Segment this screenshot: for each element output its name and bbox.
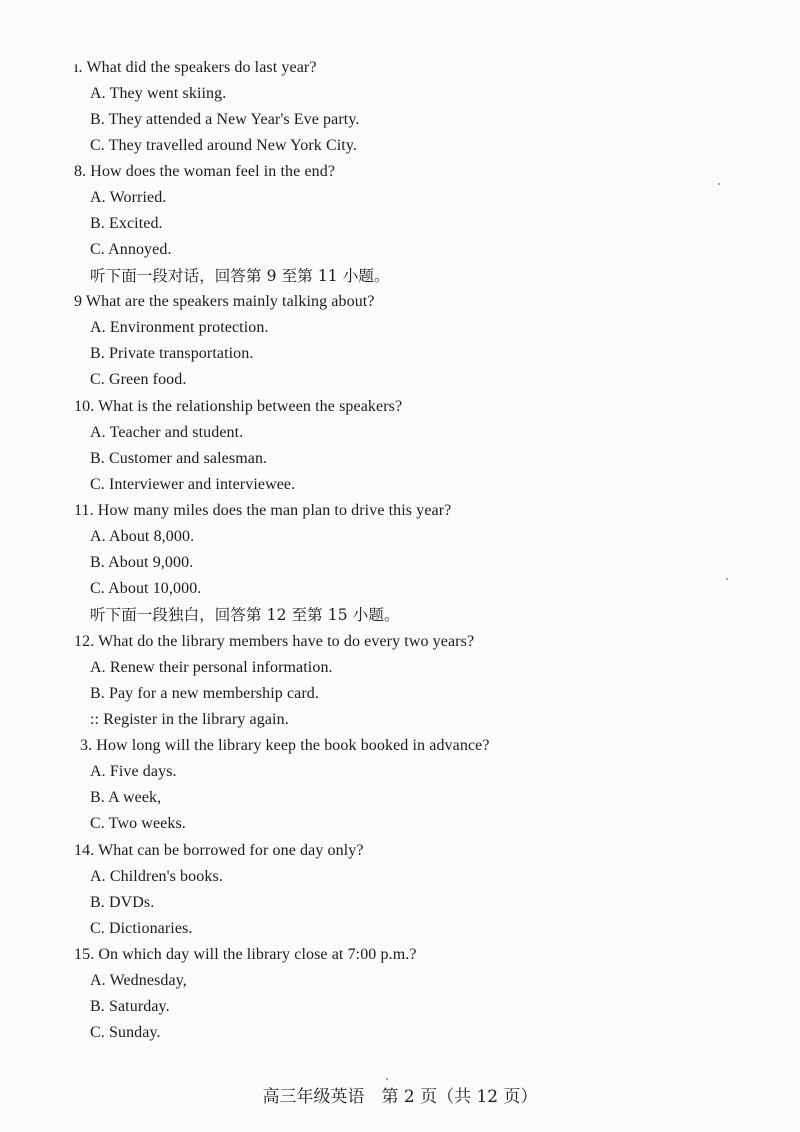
question-9-option-b: B. Private transportation. — [90, 345, 254, 362]
section-instruction-9-11: 听下面一段对话，回答第 9 至第 11 小题。 — [90, 267, 390, 285]
question-13-option-c: C. Two weeks. — [90, 815, 186, 832]
question-9: 9 What are the speakers mainly talking about? — [74, 293, 375, 310]
question-8-option-a: A. Worried. — [90, 189, 167, 206]
question-13-option-a: A. Five days. — [90, 763, 177, 780]
question-12-option-a: A. Renew their personal information. — [90, 659, 333, 676]
page-footer: 高三年级英语 第 2 页（共 12 页） — [262, 1087, 538, 1107]
question-15-option-b: B. Saturday. — [90, 998, 170, 1015]
question-7: ı. What did the speakers do last year? — [74, 59, 317, 76]
question-14: 14. What can be borrowed for one day only? — [74, 842, 364, 859]
question-12-option-b: B. Pay for a new membership card. — [90, 685, 320, 702]
scan-speck — [386, 1078, 388, 1080]
question-14-option-c: C. Dictionaries. — [90, 920, 193, 937]
question-8: 8. How does the woman feel in the end? — [74, 163, 336, 180]
question-13-option-b: B. A week, — [90, 789, 162, 806]
question-13: 3. How long will the library keep the book booked in advance? — [80, 737, 490, 754]
question-11-option-b: B. About 9,000. — [90, 554, 194, 571]
question-11-option-a: A. About 8,000. — [90, 528, 195, 545]
question-7-option-c: C. They travelled around New York City. — [90, 137, 357, 154]
question-11-option-c: C. About 10,000. — [90, 580, 202, 597]
question-7-option-a: A. They went skiing. — [90, 85, 227, 102]
question-10-option-b: B. Customer and salesman. — [90, 450, 268, 467]
question-15: 15. On which day will the library close at 7:00 p.m.? — [74, 946, 417, 963]
question-10: 10. What is the relationship between the speakers? — [74, 398, 403, 415]
question-15-option-a: A. Wednesday, — [90, 972, 187, 989]
question-14-option-a: A. Children's books. — [90, 868, 223, 885]
section-instruction-12-15: 听下面一段独白，回答第 12 至第 15 小题。 — [90, 606, 400, 624]
question-15-option-c: C. Sunday. — [90, 1024, 161, 1041]
question-10-option-c: C. Interviewer and interviewee. — [90, 476, 296, 493]
question-11: 11. How many miles does the man plan to drive this year? — [74, 502, 452, 519]
question-12-option-c: :: Register in the library again. — [90, 711, 289, 728]
question-10-option-a: A. Teacher and student. — [90, 424, 244, 441]
question-8-option-b: B. Excited. — [90, 215, 163, 232]
question-7-option-b: B. They attended a New Year's Eve party. — [90, 111, 360, 128]
question-14-option-b: B. DVDs. — [90, 894, 155, 911]
question-12: 12. What do the library members have to do every two years? — [74, 633, 475, 650]
question-9-option-a: A. Environment protection. — [90, 319, 269, 336]
scan-speck — [726, 578, 728, 580]
question-9-option-c: C. Green food. — [90, 371, 187, 388]
scan-speck — [718, 183, 720, 185]
question-8-option-c: C. Annoyed. — [90, 241, 172, 258]
